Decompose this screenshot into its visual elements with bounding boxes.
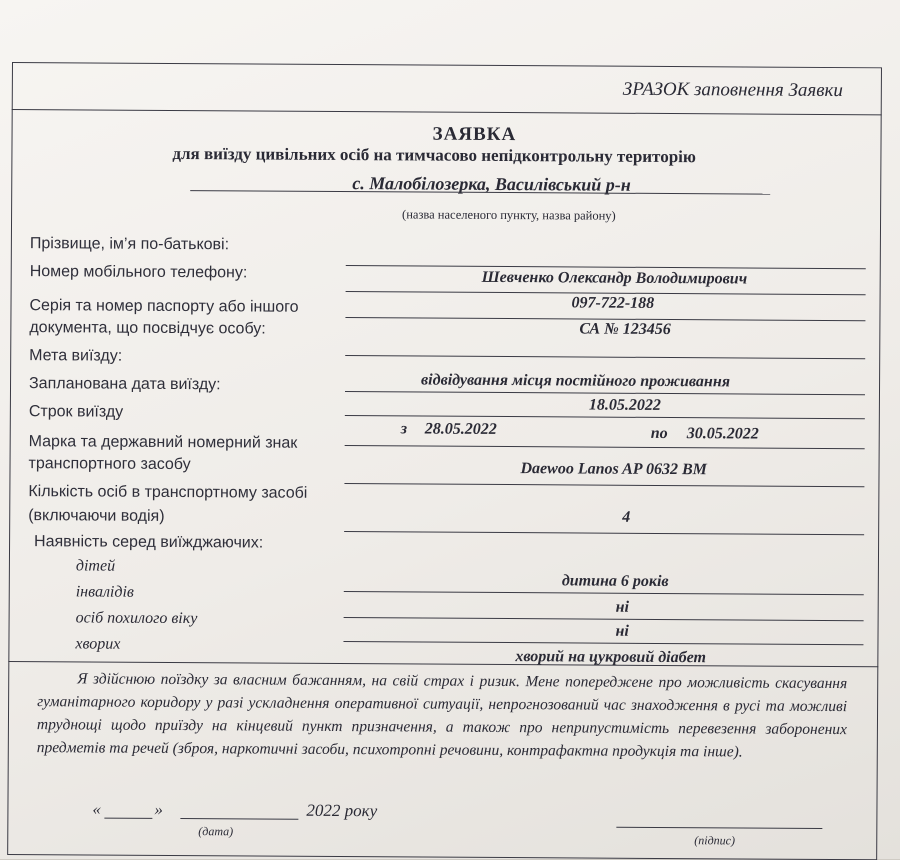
- passport-value: СА № 123456: [579, 320, 671, 339]
- phone-value: 097-722-188: [571, 294, 655, 312]
- document-title: ЗАЯВКА: [432, 123, 517, 146]
- full-name-value: Шевченко Олександр Володимирович: [481, 268, 748, 288]
- sick-value: хворий на цукровий діабет: [515, 648, 707, 667]
- period-to-value: 30.05.2022: [686, 425, 759, 443]
- purpose-label: Мета виїзду:: [29, 347, 123, 365]
- phone-label: Номер мобільного телефону:: [29, 263, 248, 282]
- children-label: дітей: [75, 557, 116, 575]
- planned-date-value: 18.05.2022: [588, 396, 661, 414]
- date-caption: (дата): [198, 824, 234, 839]
- document-subtitle: для виїзду цивільних осіб на тимчасово непідконтрольну територію: [172, 143, 696, 167]
- disabled-line: [344, 617, 864, 621]
- declaration-text: Я здійснюю поїздку за власним бажанням, на свій страх і ризик. Мене попереджене про можливість скасування гуманітарного коридору у разі ускладнення оперативної ситуації, непрогнозований час знаходження в русі та можливі труднощі щодо приїзду на кінцевий пункт призначення, а також про неприпустимість перевезення заборонених предметів та речей (зброя, наркотичні засоби, психотропні речовини, контрафактна продукція та інше).: [36, 670, 848, 761]
- vehicle-label-1: Марка та державний номерний знак: [28, 433, 298, 452]
- planned-date-label: Запланована дата виїзду:: [28, 375, 221, 394]
- elderly-label: осіб похилого віку: [75, 609, 198, 628]
- vehicle-value: Daewoo Lanos AP 0632 BM: [520, 460, 707, 479]
- header-rule: [12, 109, 882, 115]
- signature-caption: (підпис): [694, 833, 736, 848]
- purpose-value: відвідування місця постійного проживання: [421, 371, 731, 391]
- passport-label-2: документа, що посвідчує особу:: [29, 319, 266, 338]
- period-line: [345, 415, 865, 419]
- planned-date-line: [345, 391, 865, 395]
- passport-label-1: Серія та номер паспорту або іншого: [29, 297, 299, 316]
- disabled-label: інвалідів: [75, 583, 134, 601]
- children-line: [344, 591, 864, 595]
- date-open-quote: «: [92, 799, 101, 819]
- persons-value: 4: [622, 508, 631, 526]
- children-value: дитина 6 років: [561, 572, 669, 591]
- period-to-prefix: по: [650, 424, 668, 443]
- full-name-label: Прізвище, ім’я по-батькові:: [29, 235, 230, 254]
- period-line-bottom: [345, 445, 865, 449]
- date-month-line: [180, 818, 298, 820]
- period-from-value: 28.05.2022: [424, 420, 497, 438]
- purpose-line-top: [345, 355, 865, 359]
- declaration-divider: [8, 661, 878, 667]
- date-day-line: [104, 818, 152, 819]
- elderly-line: [343, 641, 863, 645]
- full-name-line: [346, 265, 866, 269]
- signature-line: [616, 827, 822, 829]
- sample-note: ЗРАЗОК заповнення Заявки: [622, 78, 843, 102]
- town-caption: (назва населеного пункту, назва району): [402, 207, 616, 223]
- date-year-text: 2022 року: [306, 800, 378, 821]
- date-close-quote: »: [154, 799, 163, 819]
- vehicle-label-2: транспортного засобу: [28, 455, 191, 474]
- sick-label: хворих: [75, 635, 121, 653]
- town-value: с. Малобілозерка, Василівський р-н: [352, 173, 631, 195]
- persons-label-2: (включаючи водія): [28, 507, 165, 525]
- persons-label-1: Кількість осіб в транспортному засобі: [28, 483, 308, 502]
- elderly-value: ні: [615, 622, 629, 640]
- period-label: Строк виїзду: [28, 403, 124, 421]
- among-label: Наявність серед виїжджаючих:: [34, 533, 264, 552]
- form-frame: [7, 62, 882, 860]
- persons-line: [344, 531, 864, 535]
- period-from-prefix: з: [400, 420, 408, 438]
- vehicle-line: [344, 483, 864, 487]
- disabled-value: ні: [615, 598, 630, 616]
